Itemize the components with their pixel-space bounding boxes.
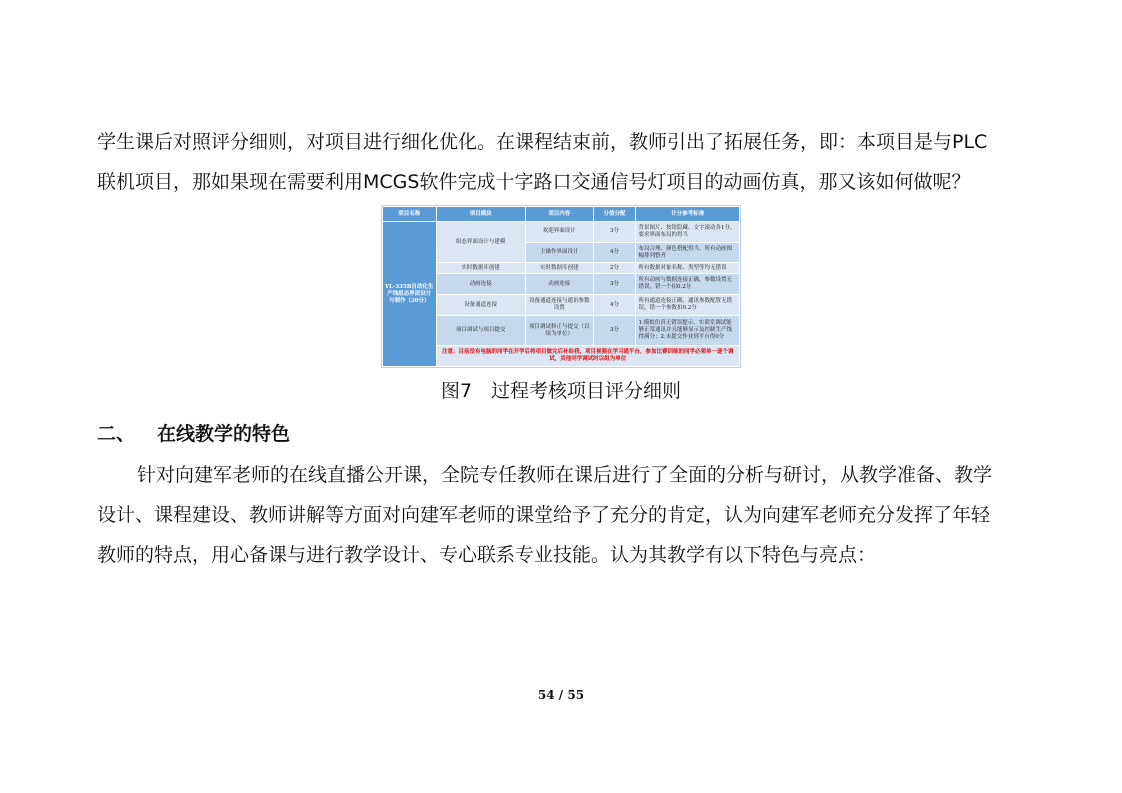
table-header: 计分参考标准 <box>636 207 740 222</box>
table-header: 项目内容 <box>525 207 593 222</box>
content-cell: 欢迎界面设计 <box>525 222 593 243</box>
content-cell: 实时数据库创建 <box>525 263 593 274</box>
standard-cell: 所有动画与数据连接正确，参数设置无错误，错一个扣0.2分 <box>636 274 740 295</box>
table-header: 项目模块 <box>436 207 525 222</box>
content-cell: 主操作界面设计 <box>525 242 593 263</box>
score-cell: 3分 <box>593 222 636 243</box>
score-cell: 4分 <box>593 242 636 263</box>
scoring-table-figure <box>381 205 741 368</box>
page-indicator: 54 / 55 <box>537 688 585 702</box>
table-row <box>383 274 740 295</box>
table-header: 项目名称 <box>383 207 437 222</box>
score-cell: 3分 <box>593 274 636 295</box>
scoring-table <box>382 206 740 367</box>
table-row <box>383 263 740 274</box>
section-heading <box>97 419 290 449</box>
table-note-row <box>383 346 740 367</box>
section-title: 在线教学的特色 <box>157 423 291 445</box>
score-cell: 4分 <box>593 295 636 316</box>
content-cell: 动画连接 <box>525 274 593 295</box>
content-cell: 设备通道连接与通讯参数设置 <box>525 295 593 316</box>
table-row <box>383 222 740 243</box>
table-header: 分值分配 <box>593 207 636 222</box>
table-note: 注意：目前没有电脑的同学在开学后将项目做完后补给我，项目视频在学习通平台，参加比赛训练的同学必须单一逐个调试，其他同学调试时以组为单位 <box>436 346 739 367</box>
module-cell: 动画连接 <box>436 274 525 295</box>
standard-cell: 所有通道连接正确、通讯参数配置无错误，错一个参数扣0.2分 <box>636 295 740 316</box>
section-number: 二、 <box>97 423 136 445</box>
table-row <box>383 315 740 345</box>
score-cell: 2分 <box>593 263 636 274</box>
module-cell: 设备通道连接 <box>436 295 525 316</box>
standard-cell: 1.模拟仿真无错误提示、实训室调试能够正常通讯并且能够显示及控制生产线得满分；2.未提交作业到平台得0分 <box>636 315 740 345</box>
body-paragraph <box>97 455 1037 575</box>
score-cell: 3分 <box>593 315 636 345</box>
table-row <box>383 295 740 316</box>
project-name-cell: YL-335B自动化生产线组态界面设计与制作（20分） <box>383 222 437 367</box>
intro-paragraph <box>97 122 1037 202</box>
table-header-row <box>383 207 740 222</box>
standard-cell: 背景图片、按钮隐藏、文字滚动各1分，要求界面布局的得当 <box>636 222 740 243</box>
body-line: 针对向建军老师的在线直播公开课，全院专任教师在课后进行了全面的分析与研讨，从教学准备、教学 <box>137 464 993 486</box>
content-cell: 项目调试修正与提交（以组为单位） <box>525 315 593 345</box>
figure-caption: 图7 过程考核项目评分细则 <box>440 380 682 402</box>
intro-line: 学生课后对照评分细则，对项目进行细化优化。在课程结束前，教师引出了拓展任务，即：本项目是与PLC <box>97 131 988 153</box>
standard-cell: 布局合理、颜色搭配得当、所有动画图幅排列整齐 <box>636 242 740 263</box>
module-cell: 项目调试与项目提交 <box>436 315 525 345</box>
intro-line: 联机项目，那如果现在需要利用MCGS软件完成十字路口交通信号灯项目的动画仿真，那又该如何做呢？ <box>97 171 971 193</box>
body-line: 设计、课程建设、教师讲解等方面对向建军老师的课堂给予了充分的肯定，认为向建军老师充分发挥了年轻 <box>97 504 991 526</box>
module-cell: 组态界面设计与建模 <box>436 222 525 263</box>
module-cell: 实时数据库创建 <box>436 263 525 274</box>
body-line: 教师的特点，用心备课与进行教学设计、专心联系专业技能。认为其教学有以下特色与亮点： <box>97 544 877 566</box>
standard-cell: 所有数据对象名称、类型等均无错误 <box>636 263 740 274</box>
